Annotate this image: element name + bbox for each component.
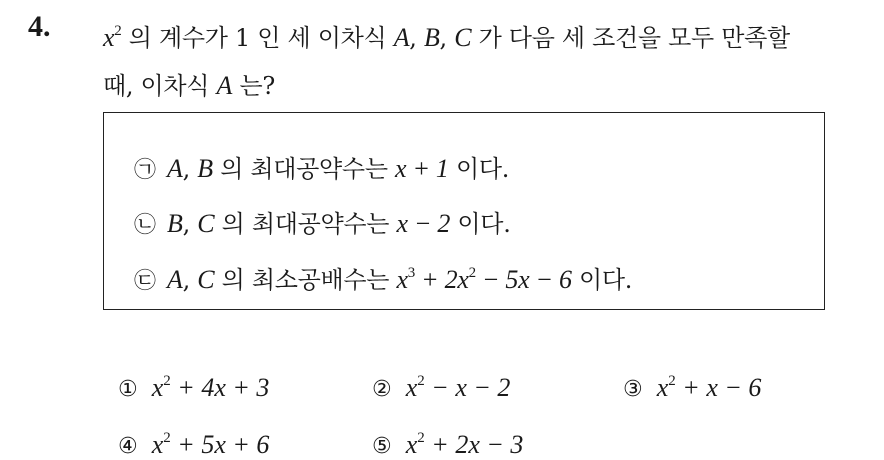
circled-number-icon: ② — [372, 377, 392, 402]
exponent: 2 — [163, 373, 171, 389]
choice-expression — [152, 430, 270, 459]
exponent: 2 — [668, 373, 676, 389]
condition-text: 의 최대공약수는 — [214, 210, 397, 238]
question-text-part: 의 계수가 1 인 세 이차식 — [121, 24, 394, 52]
circled-number-icon: ① — [118, 377, 138, 402]
separator: , — [182, 266, 198, 294]
var-x: x — [405, 373, 418, 402]
condition-tail: 이다. — [448, 155, 510, 183]
var-x: x — [151, 430, 164, 459]
condition-item — [134, 260, 632, 295]
choice-expression — [406, 430, 524, 459]
answer-choice-2[interactable] — [372, 373, 510, 403]
var-x: x — [656, 373, 669, 402]
circled-number-icon: ④ — [118, 434, 138, 459]
circled-number-icon: ⑤ — [372, 434, 392, 459]
question-text-part: 때, 이차식 — [103, 72, 217, 100]
choice-expression — [152, 373, 270, 402]
expression-part: + 2x − 3 — [424, 430, 524, 459]
answer-choice-5[interactable] — [372, 430, 523, 460]
question-line-1 — [103, 14, 873, 62]
var-2: C — [197, 265, 215, 294]
choice-expression — [657, 373, 762, 402]
question-text — [103, 14, 873, 110]
expression-part: + 2 — [414, 265, 458, 294]
choice-expression — [406, 373, 511, 402]
var-x: x — [396, 265, 408, 294]
question-text-part: 는? — [232, 72, 275, 100]
answer-choice-1[interactable] — [118, 373, 269, 403]
exponent: 2 — [417, 430, 425, 446]
answer-choice-3[interactable] — [623, 373, 761, 403]
question-number: 4. — [28, 10, 51, 43]
condition-item — [134, 204, 511, 239]
separator: , — [439, 24, 455, 52]
condition-expression — [397, 265, 572, 294]
separator: , — [182, 210, 198, 238]
circled-marker-icon: ㉡ — [134, 213, 156, 238]
conditions-box — [103, 112, 825, 310]
condition-expression: x + 1 — [395, 154, 449, 183]
circled-number-icon: ③ — [623, 377, 643, 402]
var-1: B — [167, 209, 183, 238]
exponent: 2 — [417, 373, 425, 389]
question-text-part: 가 다음 세 조건을 모두 만족할 — [471, 24, 790, 52]
expression-part: + 4x + 3 — [170, 373, 270, 402]
expression-part: + x − 6 — [675, 373, 762, 402]
var-x: x — [151, 373, 164, 402]
expression-part: + 5x + 6 — [170, 430, 270, 459]
separator: , — [409, 24, 424, 52]
condition-expression: x − 2 — [396, 209, 451, 238]
exponent: 2 — [163, 430, 171, 446]
var-2: B — [197, 154, 213, 183]
expression-part: − 5x − 6 — [475, 265, 572, 294]
var-b: B — [423, 23, 440, 52]
circled-marker-icon: ㉠ — [134, 158, 156, 183]
separator: , — [182, 155, 198, 183]
condition-text: 의 최대공약수는 — [212, 155, 396, 183]
circled-marker-icon: ㉢ — [134, 269, 156, 294]
question-line-2 — [103, 62, 873, 110]
var-1: A — [167, 265, 183, 294]
var-a: A — [393, 23, 410, 52]
condition-tail: 이다. — [571, 266, 633, 294]
math-variable-x — [103, 23, 121, 52]
condition-text: 의 최소공배수는 — [214, 266, 397, 294]
var-c: C — [454, 23, 472, 52]
expression-part: − x − 2 — [424, 373, 511, 402]
var-x: x — [405, 430, 418, 459]
condition-item — [134, 149, 509, 184]
exponent: 2 — [468, 265, 476, 281]
var-a: A — [216, 71, 233, 100]
var-x: x — [103, 23, 115, 52]
answer-choice-4[interactable] — [118, 430, 269, 460]
var-1: A — [167, 154, 183, 183]
exponent: 3 — [407, 265, 415, 281]
var-2: C — [197, 209, 215, 238]
condition-tail: 이다. — [450, 210, 511, 238]
var-x: x — [457, 265, 469, 294]
exponent: 2 — [114, 23, 122, 39]
